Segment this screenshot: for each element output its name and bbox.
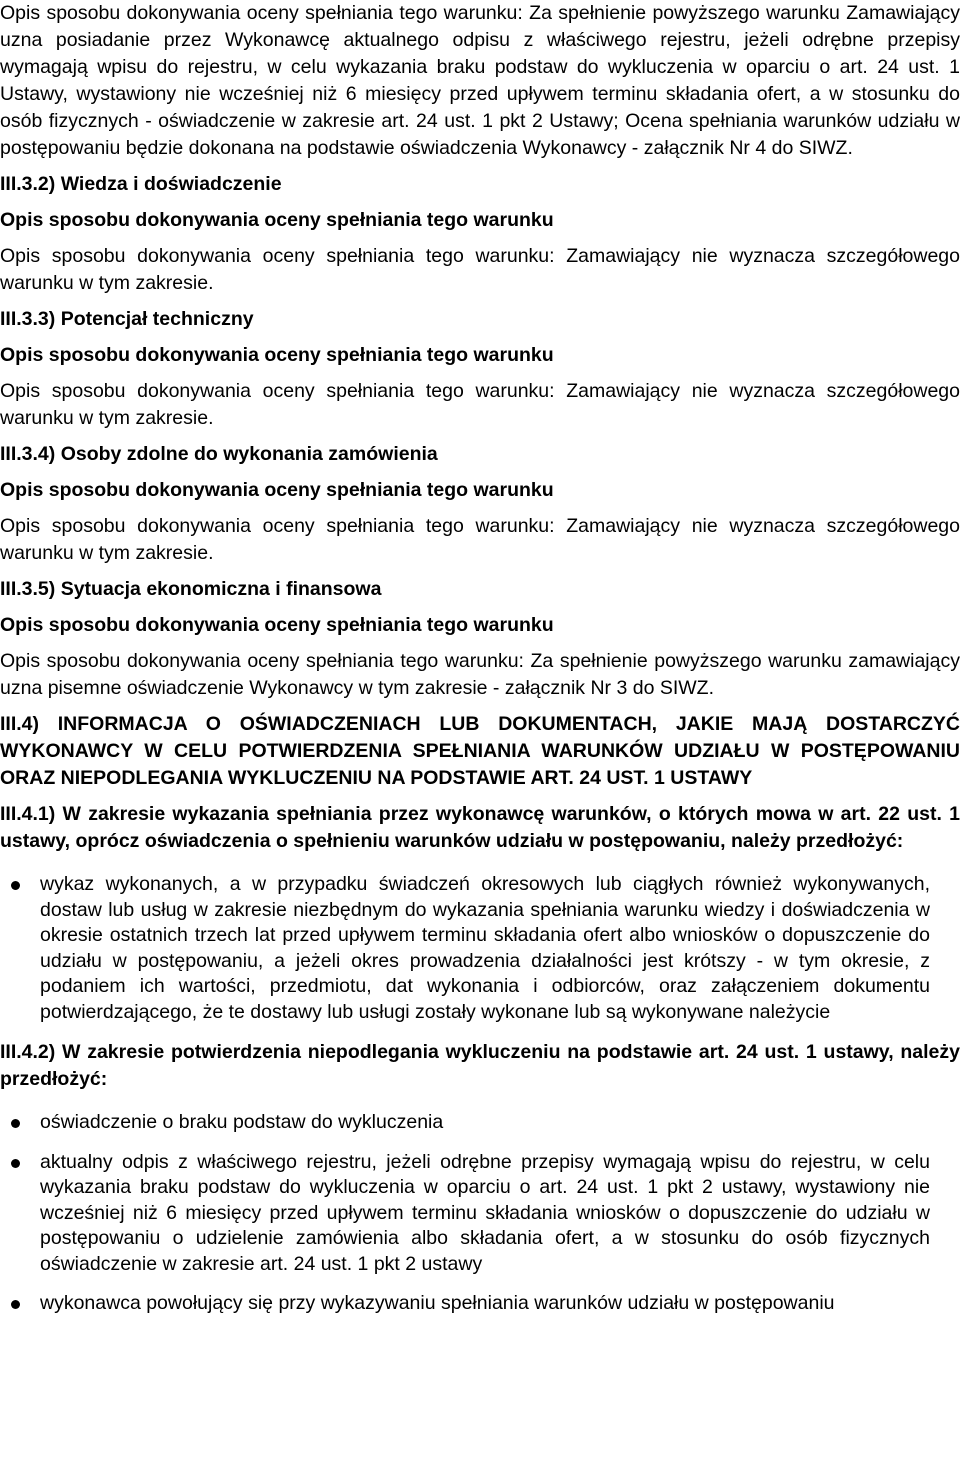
section-34-title: III.4) INFORMACJA O OŚWIADCZENIACH LUB DOKUMENTACH, JAKIE MAJĄ DOSTARCZYĆ WYKONAWCY W CELU POTWIERDZENIA SPEŁNIANIA WARUNKÓW UDZIAŁU W POSTĘPOWANIU ORAZ NIEPODLEGANIA WYKLUCZENIU NA PODSTAWIE ART. 24 UST. 1 USTAWY <box>0 713 960 789</box>
list-item <box>0 872 960 1025</box>
list-item <box>0 1110 960 1136</box>
section-335-opis-heading: Opis sposobu dokonywania oceny spełniania tego warunku <box>0 614 554 636</box>
section-334-opis-text: Opis sposobu dokonywania oceny spełniania tego warunku: Zamawiający nie wyznacza szczegółowego warunku w tym zakresie. <box>0 515 960 564</box>
list-item-text: aktualny odpis z właściwego rejestru, jeżeli odrębne przepisy wymagają wpisu do rejestru, w celu wykazania braku podstaw do wykluczenia w oparciu o art. 24 ust. 1 pkt 2 ustawy, wystawiony nie wcześniej niż 6 miesięcy przed upływem terminu składania wniosków o dopuszczenie do udziału w postępowaniu o udzielenie zamówienia albo składania ofert, a w stosunku do osób fizycznych oświadczenie w zakresie art. 24 ust. 1 pkt 2 ustawy <box>40 1150 930 1275</box>
list-item <box>0 1150 960 1278</box>
intro-paragraph: Opis sposobu dokonywania oceny spełniania tego warunku: Za spełnienie powyższego warunku Zamawiający uzna posiadanie przez Wykonawcę aktualnego odpisu z właściwego rejestru, jeżeli odrębne przepisy wymagają wpisu do rejestru, w celu wykazania braku podstaw do wykluczenia w oparciu o art. 24 ust. 1 Ustawy, wystawiony nie wcześniej niż 6 miesięcy przed upływem terminu składania ofert, a w stosunku do osób fizycznych - oświadczenie w zakresie art. 24 ust. 1 pkt 2 Ustawy; Ocena spełniania warunków udziału w postępowaniu będzie dokonana na podstawie oświadczenia Wykonawcy - załącznik Nr 4 do SIWZ. <box>0 2 960 159</box>
section-341-title: III.4.1) W zakresie wykazania spełniania przez wykonawcę warunków, o których mowa w art. 22 ust. 1 ustawy, oprócz oświadczenia o spełnieniu warunków udziału w postępowaniu, należy przedłożyć: <box>0 803 960 852</box>
list-item-text: oświadczenie o braku podstaw do wykluczenia <box>40 1111 444 1133</box>
section-335-opis-text: Opis sposobu dokonywania oceny spełniania tego warunku: Za spełnienie powyższego warunku zamawiający uzna pisemne oświadczenie Wykonawcy w tym zakresie - załącznik Nr 3 do SIWZ. <box>0 650 960 699</box>
section-341-list <box>0 872 960 1025</box>
bullet-icon <box>11 881 20 890</box>
list-item-text: wykaz wykonanych, a w przypadku świadczeń okresowych lub ciągłych również wykonywanych, dostaw lub usług w zakresie niezbędnym do wykazania spełniania warunku wiedzy i doświadczenia w okresie ostatnich trzech lat przed upływem terminu składania ofert albo wniosków o dopuszczenie do udziału w postępowaniu, a jeżeli okres prowadzenia działalności jest krótszy - w tym okresie, z podaniem ich wartości, przedmiotu, dat wykonania i odbiorców, oraz załączeniem dokumentu potwierdzającego, że te dostawy lub usługi zostały wykonane lub są wykonywane należycie <box>40 873 930 1023</box>
section-342-title: III.4.2) W zakresie potwierdzenia niepodlegania wykluczeniu na podstawie art. 24 ust. 1 ustawy, należy przedłożyć: <box>0 1041 960 1090</box>
section-333-title: III.3.3) Potencjał techniczny <box>0 308 254 330</box>
list-item <box>0 1291 960 1317</box>
list-item-text: wykonawca powołujący się przy wykazywaniu spełniania warunków udziału w postępowaniu <box>40 1292 835 1314</box>
section-335-title: III.3.5) Sytuacja ekonomiczna i finansowa <box>0 578 382 600</box>
section-332-title: III.3.2) Wiedza i doświadczenie <box>0 173 282 195</box>
section-334-opis-heading: Opis sposobu dokonywania oceny spełniania tego warunku <box>0 479 554 501</box>
bullet-icon <box>11 1300 20 1309</box>
section-334-title: III.3.4) Osoby zdolne do wykonania zamówienia <box>0 443 438 465</box>
bullet-icon <box>11 1119 20 1128</box>
section-333-opis-heading: Opis sposobu dokonywania oceny spełniania tego warunku <box>0 344 554 366</box>
bullet-icon <box>11 1159 20 1168</box>
section-332-opis-text: Opis sposobu dokonywania oceny spełniania tego warunku: Zamawiający nie wyznacza szczegółowego warunku w tym zakresie. <box>0 245 960 294</box>
section-332-opis-heading: Opis sposobu dokonywania oceny spełniania tego warunku <box>0 209 554 231</box>
section-333-opis-text: Opis sposobu dokonywania oceny spełniania tego warunku: Zamawiający nie wyznacza szczegółowego warunku w tym zakresie. <box>0 380 960 429</box>
section-342-list <box>0 1110 960 1317</box>
